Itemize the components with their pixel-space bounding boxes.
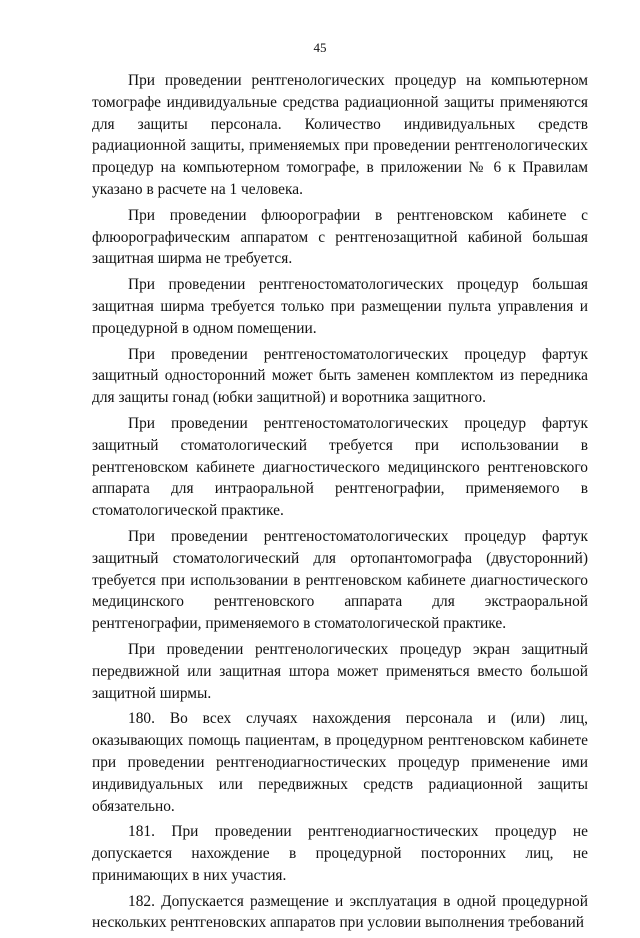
paragraph-ct-protection: При проведении рентгенологических процедур на компьютерном томографе индивидуальные средства радиационной защиты применяются для защиты персонала. Количество индивидуальных средств радиационной защиты, применяемых при проведении рентгенологических процедур на компьютерном томографе, в приложении № 6 к Правилам указано в расчете на 1 человека. [92,72,588,198]
paragraph-dental-apron-extraoral: При проведении рентгеностоматологических процедур фартук защитный стоматологический для ортопантомографа (двусторонний) требуется при использовании в рентгеновском кабинете диагностического медицинского рентгеновского аппарата для экстраоральной рентгенографии, применяемого в стоматологической практике. [92,527,588,633]
paragraph-181: 181. При проведении рентгенодиагностических процедур не допускается нахождение в процедурной посторонних лиц, не принимающих в них участия. [92,823,588,884]
paragraph-fluorography: При проведении флюорографии в рентгеновском кабинете с флюорографическим аппаратом с рентгенозащитной кабиной большая защитная ширма не требуется. [92,206,588,268]
page-number: 45 [313,40,327,55]
paragraph-dental-apron-intraoral: При проведении рентгеностоматологических процедур фартук защитный стоматологический требуется при использовании в рентгеновском кабинете диагностического медицинского рентгеновского аппарата для интраоральной рентгенографии, применяемого в стоматологической практике. [92,414,588,520]
paragraph-mobile-screen: При проведении рентгенологических процедур экран защитный передвижной или защитная штора может применяться вместо большой защитной ширмы. [92,640,588,702]
paragraph-dental-apron-single: При проведении рентгеностоматологических процедур фартук защитный односторонний может быть заменен комплектом из передника для защиты гонад (юбки защитной) и воротника защитного. [92,345,588,407]
body-text [92,70,588,938]
paragraph-182: 182. Допускается размещение и эксплуатация в одной процедурной нескольких рентгеновских аппаратов при условии выполнения требований [92,892,588,932]
paragraph-180: 180. Во всех случаях нахождения персонала и (или) лиц, оказывающих помощь пациентам, в процедурном рентгеновском кабинете при проведении рентгенодиагностических процедур применение ими индивидуальных или передвижных средств радиационной защиты обязательно. [92,710,588,815]
paragraph-dental-screen: При проведении рентгеностоматологических процедур большая защитная ширма требуется только при размещении пульта управления и процедурной в одном помещении. [92,276,588,337]
